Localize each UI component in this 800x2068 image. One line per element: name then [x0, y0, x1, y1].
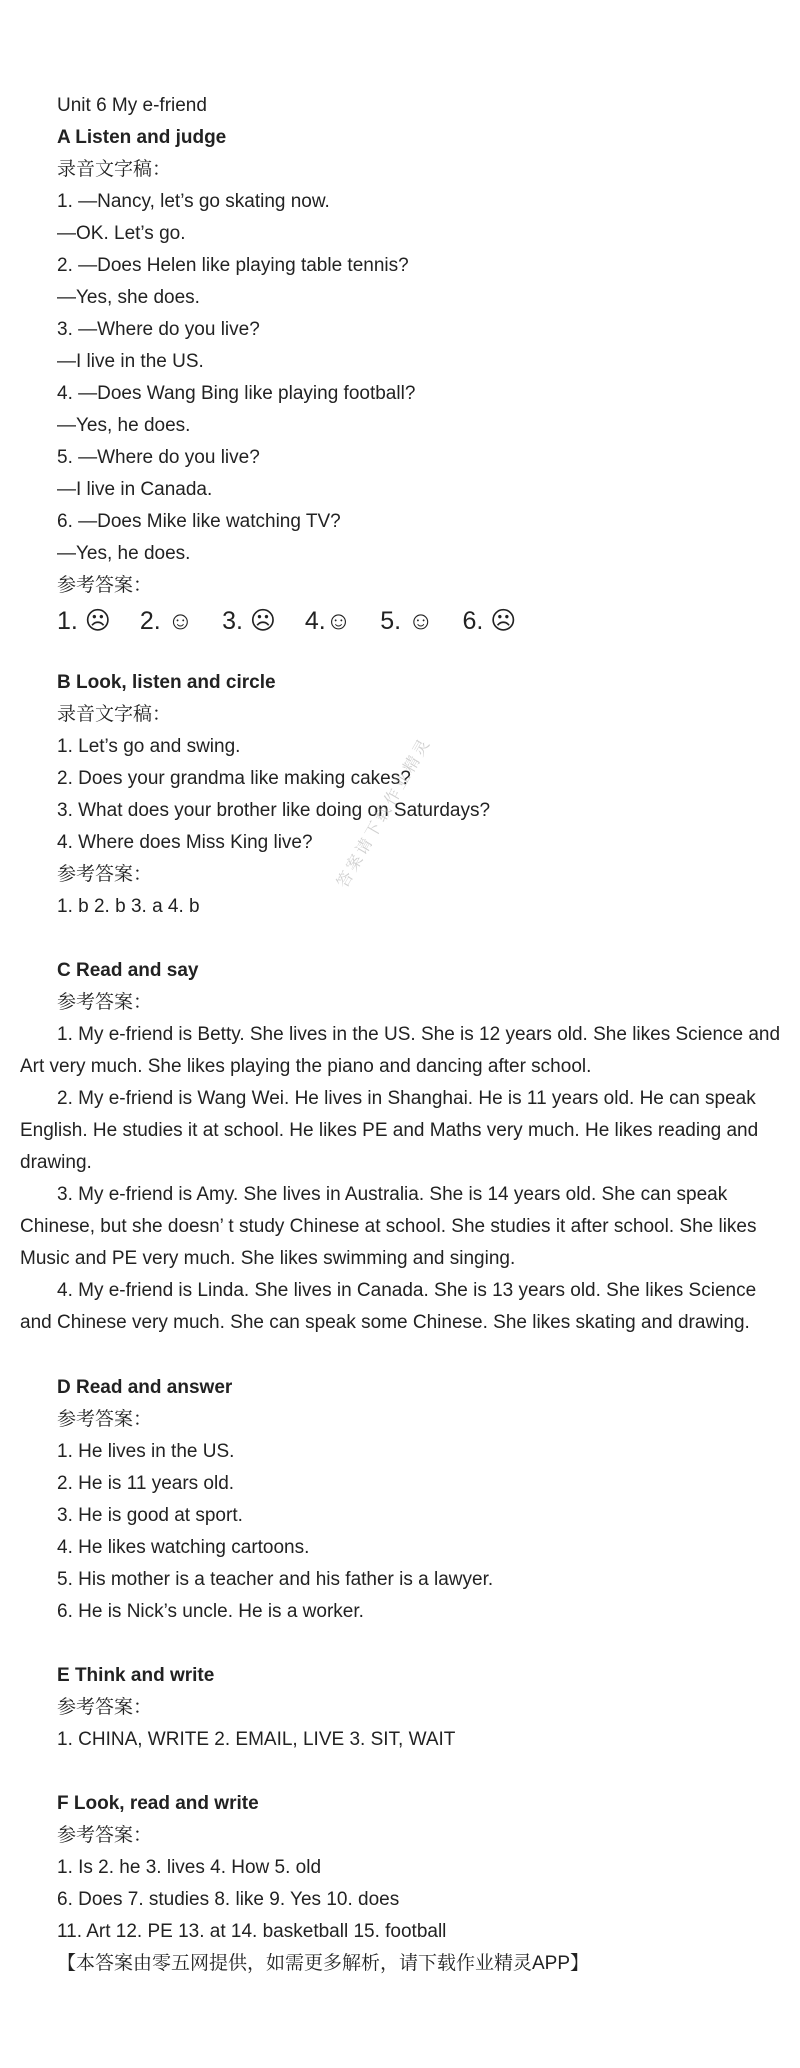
section-c-paragraph: 1. My e-friend is Betty. She lives in the US. She is 12 years old. She likes Science and Art very much. She likes playing the piano and dancing after school. — [20, 1024, 781, 1077]
section-e-heading: E Think and write — [57, 1665, 215, 1686]
section-b-answer-label: 参考答案： — [57, 864, 153, 885]
section-b-line: 4. Where does Miss King live? — [57, 832, 313, 853]
face-answer: 3. ☹ — [222, 607, 276, 635]
section-f-line: 6. Does 7. studies 8. like 9. Yes 10. does — [57, 1889, 400, 1910]
section-a-line: —I live in Canada. — [57, 479, 213, 500]
section-a-line: 3. —Where do you live? — [57, 319, 260, 340]
face-answer: 2. ☺ — [139, 607, 194, 635]
section-c-paragraph: 4. My e-friend is Linda. She lives in Canada. She is 13 years old. She likes Science and Chinese very much. She can speak some Chinese. She likes skating and drawing. — [20, 1280, 757, 1333]
unit-title: Unit 6 My e-friend — [57, 95, 207, 116]
section-d-line: 4. He likes watching cartoons. — [57, 1537, 310, 1558]
section-d-line: 3. He is good at sport. — [57, 1505, 243, 1526]
section-a-line: —Yes, he does. — [57, 543, 191, 564]
section-c-heading: C Read and say — [57, 960, 199, 981]
footer-note: 【本答案由零五网提供，如需更多解析，请下载作业精灵APP】 — [57, 1953, 590, 1974]
face-answer: 1. ☹ — [57, 607, 111, 635]
section-e-answers: 1. CHINA, WRITE 2. EMAIL, LIVE 3. SIT, WAIT — [57, 1729, 456, 1750]
section-a-line: —Yes, she does. — [57, 287, 200, 308]
section-a-answers — [57, 603, 538, 639]
section-a-line: 5. —Where do you live? — [57, 447, 260, 468]
section-b-line: 1. Let’s go and swing. — [57, 736, 241, 757]
section-f-answer-label: 参考答案： — [57, 1825, 153, 1846]
section-d-line: 1. He lives in the US. — [57, 1441, 235, 1462]
section-d-answer-label: 参考答案： — [57, 1409, 153, 1430]
section-b-answers: 1. b 2. b 3. a 4. b — [57, 896, 200, 917]
section-a-line: 1. —Nancy, let’s go skating now. — [57, 191, 330, 212]
face-answer: 4.☺ — [304, 607, 352, 635]
section-d-line: 5. His mother is a teacher and his father is a lawyer. — [57, 1569, 494, 1590]
section-a-line: —Yes, he does. — [57, 415, 191, 436]
section-f-line: 11. Art 12. PE 13. at 14. basketball 15. football — [57, 1921, 447, 1942]
section-a-line: 2. —Does Helen like playing table tennis? — [57, 255, 409, 276]
section-c-answer-label: 参考答案： — [57, 992, 153, 1013]
section-a-line: 6. —Does Mike like watching TV? — [57, 511, 341, 532]
section-b-heading: B Look, listen and circle — [57, 672, 276, 693]
section-e-answer-label: 参考答案： — [57, 1697, 153, 1718]
section-f-line: 1. Is 2. he 3. lives 4. How 5. old — [57, 1857, 322, 1878]
section-a-line: 4. —Does Wang Bing like playing football? — [57, 383, 416, 404]
section-f-heading: F Look, read and write — [57, 1793, 259, 1814]
section-c-paragraph: 2. My e-friend is Wang Wei. He lives in Shanghai. He is 11 years old. He can speak English. He studies it at school. He likes PE and Maths very much. He likes reading and drawing. — [20, 1088, 759, 1173]
section-b-line: 3. What does your brother like doing on Saturdays? — [57, 800, 491, 821]
section-d-line: 6. He is Nick’s uncle. He is a worker. — [57, 1601, 364, 1622]
watermark: 答案请下载作业精灵 — [334, 734, 435, 891]
section-a-line: —I live in the US. — [57, 351, 204, 372]
section-a-line: —OK. Let’s go. — [57, 223, 186, 244]
section-d-heading: D Read and answer — [57, 1377, 233, 1398]
face-answer: 5. ☺ — [380, 607, 434, 635]
section-a-script-label: 录音文字稿： — [57, 159, 172, 180]
section-b-line: 2. Does your grandma like making cakes? — [57, 768, 411, 789]
section-a-answer-label: 参考答案： — [57, 575, 153, 596]
section-c-paragraph: 3. My e-friend is Amy. She lives in Australia. She is 14 years old. She can speak Chinese, but she doesn’ t study Chinese at school. She studies it after school. She likes Music and PE very much. She likes swimming and singing. — [20, 1184, 757, 1269]
section-d-line: 2. He is 11 years old. — [57, 1473, 235, 1494]
section-a-heading: A Listen and judge — [57, 127, 227, 148]
section-b-script-label: 录音文字稿： — [57, 704, 172, 725]
face-answer: 6. ☹ — [462, 607, 517, 635]
